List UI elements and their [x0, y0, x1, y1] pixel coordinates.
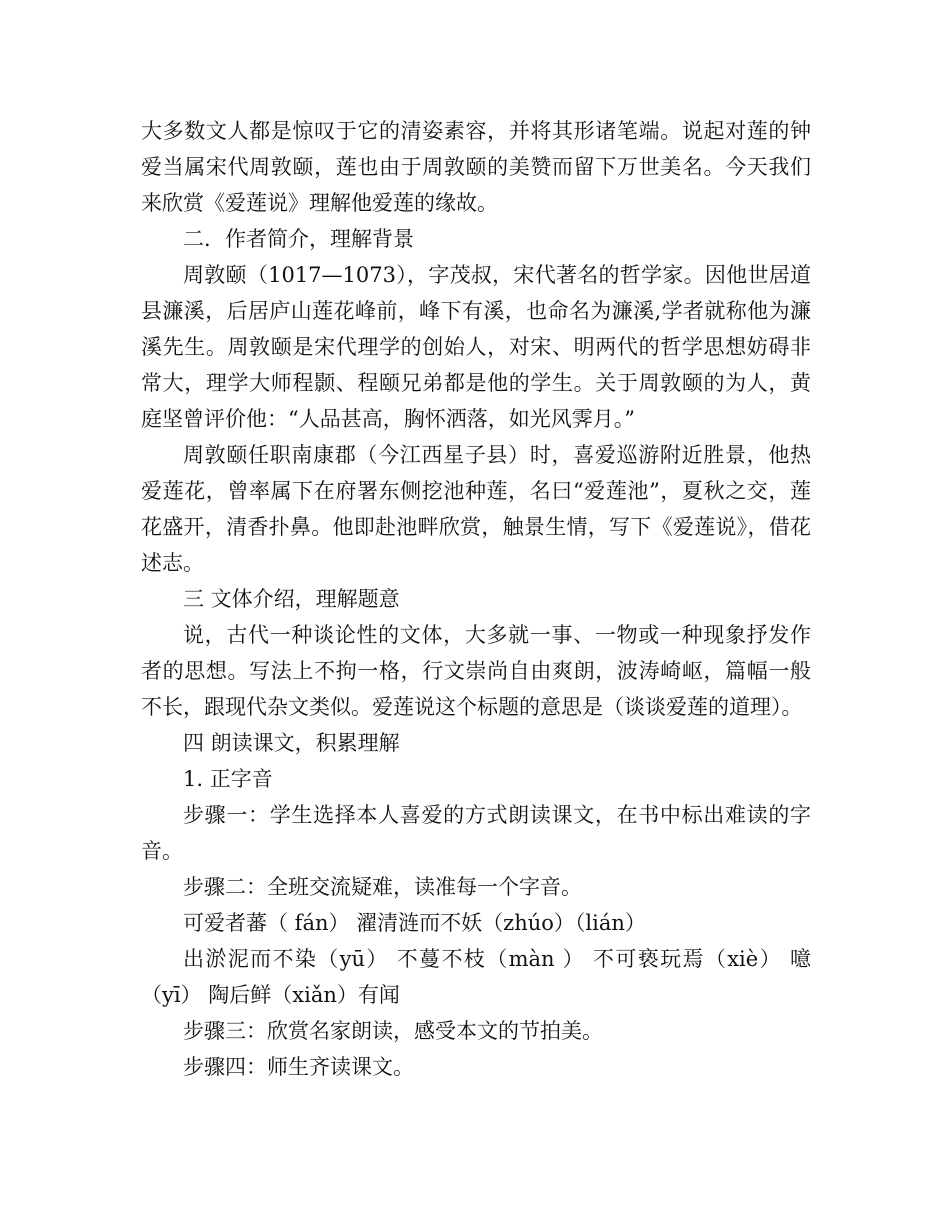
paragraph-intro-continued: 大多数文人都是惊叹于它的清姿素容，并将其形诸笔端。说起对莲的钟爱当属宋代周敦颐，莲也由于周敦颐的美赞而留下万世美名。今天我们来欣赏《爱莲说》理解他爱莲的缘故。	[141, 119, 811, 215]
step-two: 步骤二：全班交流疑难，读准每一个字音。	[183, 875, 582, 899]
pinyin-line-two: 出淤泥而不染（yū） 不蔓不枝（màn ） 不可亵玩焉（xiè） 噫（yī） 陶后鲜（xiǎn）有闻	[141, 947, 811, 1007]
paragraph-background: 周敦颐任职南康郡（今江西星子县）时，喜爱巡游附近胜景，他热爱莲花，曾率属下在府署东侧挖池种莲，名曰“爱莲池”，夏秋之交，莲花盛开，清香扑鼻。他即赴池畔欣赏，触景生情，写下《爱莲说》，借花述志。	[141, 443, 811, 575]
paragraph-author-bio: 周敦颐（1017—1073），字茂叔，宋代著名的哲学家。因他世居道县濂溪，后居庐山莲花峰前，峰下有溪，也命名为濂溪,学者就称他为濂溪先生。周敦颐是宋代理学的创始人，对宋、明两代的哲学思想妨碍非常大，理学大师程颢、程颐兄弟都是他的学生。关于周敦颐的为人，黄庭坚曾评价他：“人品甚高，胸怀洒落，如光风霁月。”	[141, 263, 811, 431]
paragraph-genre: 说，古代一种谈论性的文体，大多就一事、一物或一种现象抒发作者的思想。写法上不拘一格，行文崇尚自由爽朗，波涛崎岖，篇幅一般不长，跟现代杂文类似。爱莲说这个标题的意思是（谈谈爱莲的道理）。	[141, 623, 811, 719]
section-heading-genre: 三 文体介绍，理解题意	[183, 587, 400, 611]
pinyin-line-one: 可爱者蕃（ fán） 濯清涟而不妖（zhúo）（lián）	[183, 911, 646, 935]
step-four: 步骤四：师生齐读课文。	[183, 1055, 414, 1079]
subheading-pronunciation: 1. 正字音	[183, 767, 273, 791]
step-three: 步骤三：欣赏名家朗读，感受本文的节拍美。	[183, 1019, 603, 1043]
step-one: 步骤一：学生选择本人喜爱的方式朗读课文，在书中标出难读的字音。	[141, 803, 811, 863]
document-body	[141, 113, 811, 1085]
section-heading-reading: 四 朗读课文，积累理解	[183, 731, 400, 755]
section-heading-author: 二．作者简介，理解背景	[183, 227, 414, 251]
